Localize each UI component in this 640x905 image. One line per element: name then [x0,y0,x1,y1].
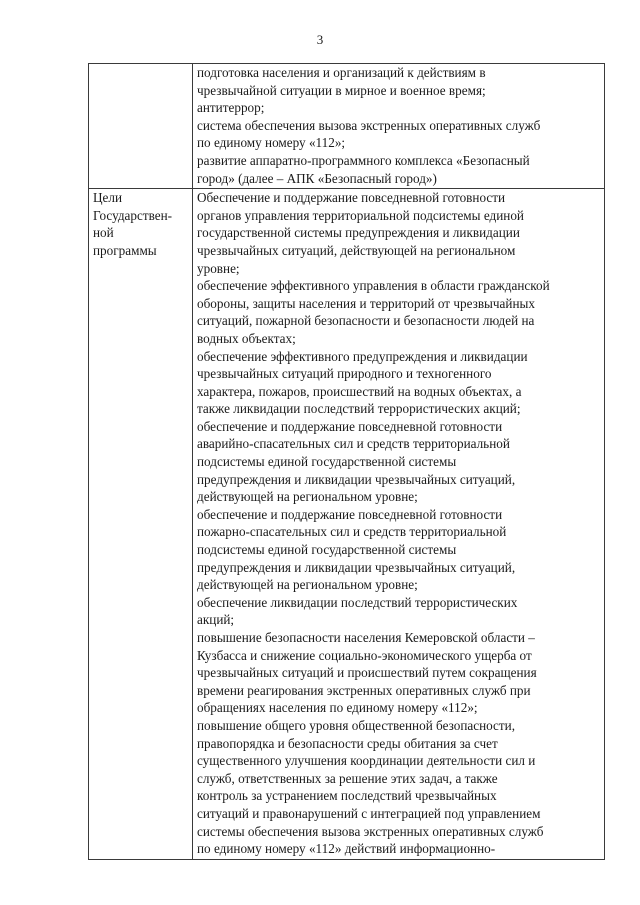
content-line: обеспечение ликвидации последствий террористических [197,594,518,610]
content-line: системы обеспечения вызова экстренных оперативных служб [197,823,544,839]
row-label-line: ной [93,225,114,241]
content-line: подготовка населения и организаций к действиям в [197,65,486,80]
row-label-line: программы [93,242,157,258]
row-label-line: Государствен- [93,207,173,223]
content-line: контроль за устранением последствий чрезвычайных [197,788,497,804]
content-line: также ликвидации последствий террористических акций; [197,401,521,417]
table-row-tasks-continuation [89,64,605,189]
content-line: чрезвычайных ситуаций и происшествий путем сокращения [197,665,537,681]
content-line: существенного улучшения координации деятельности сил и [197,753,536,769]
content-line: чрезвычайных ситуаций природного и техногенного [197,366,492,382]
content-line: служб, ответственных за решение этих задач, а также [197,770,498,786]
content-line: антитеррор; [197,100,265,116]
content-line: аварийно-спасательных сил и средств территориальной [197,436,510,452]
content-line: водных объектах; [197,330,296,346]
content-line: обеспечение эффективного управления в области гражданской [197,278,550,294]
table-row-program-goals [89,189,605,860]
content-line: уровне; [197,260,240,276]
content-line: обеспечение эффективного предупреждения и ликвидации [197,348,528,364]
content-line: повышение общего уровня общественной безопасности, [197,717,516,733]
content-line: город» (далее – АПК «Безопасный город») [197,170,437,186]
page-number: 3 [316,32,324,47]
row-label-line: Цели [93,190,123,206]
content-line: характера, пожаров, происшествий на водных объектах, а [197,383,522,399]
content-line: предупреждения и ликвидации чрезвычайных ситуаций, [197,559,516,575]
content-line: Обеспечение и поддержание повседневной готовности [197,190,506,206]
content-line: обращениях населения по единому номеру «112»; [197,700,478,716]
content-line: обеспечение и поддержание повседневной готовности [197,506,503,522]
content-line: акций; [197,612,235,628]
content-line: органов управления территориальной подсистемы единой [197,207,524,223]
content-line: ситуаций и правонарушений с интеграцией под управлением [197,805,541,821]
content-line: ситуаций, пожарной безопасности и безопасности людей на [197,313,535,329]
row-label-cell [89,189,193,860]
content-line: чрезвычайных ситуаций, действующей на региональном [197,242,516,258]
content-line: подсистемы единой государственной системы [197,542,457,558]
program-passport-table [88,63,605,860]
content-line: обеспечение и поддержание повседневной готовности [197,418,503,434]
content-line: действующей на региональном уровне; [197,577,418,593]
row-label-cell [89,64,193,189]
row-content-cell [193,189,605,860]
content-line: по единому номеру «112» действий информационно- [197,841,496,857]
content-line: правопорядка и безопасности среды обитания за счет [197,735,498,751]
content-line: государственной системы предупреждения и ликвидации [197,225,520,241]
content-line: предупреждения и ликвидации чрезвычайных ситуаций, [197,471,516,487]
content-line: подсистемы единой государственной системы [197,454,457,470]
content-line: пожарно-спасательных сил и средств территориальной [197,524,507,540]
content-line: обороны, защиты населения и территорий от чрезвычайных [197,295,535,311]
content-line: Кузбасса и снижение социально-экономического ущерба от [197,647,532,663]
content-line: система обеспечения вызова экстренных оперативных служб [197,117,541,133]
content-line: времени реагирования экстренных оперативных служб при [197,682,531,698]
content-line: чрезвычайной ситуации в мирное и военное время; [197,82,486,98]
content-line: развитие аппаратно-программного комплекса «Безопасный [197,152,530,168]
row-content-cell [193,64,605,189]
content-line: действующей на региональном уровне; [197,489,418,505]
content-line: по единому номеру «112»; [197,135,346,151]
content-line: повышение безопасности населения Кемеровской области – [197,630,535,645]
